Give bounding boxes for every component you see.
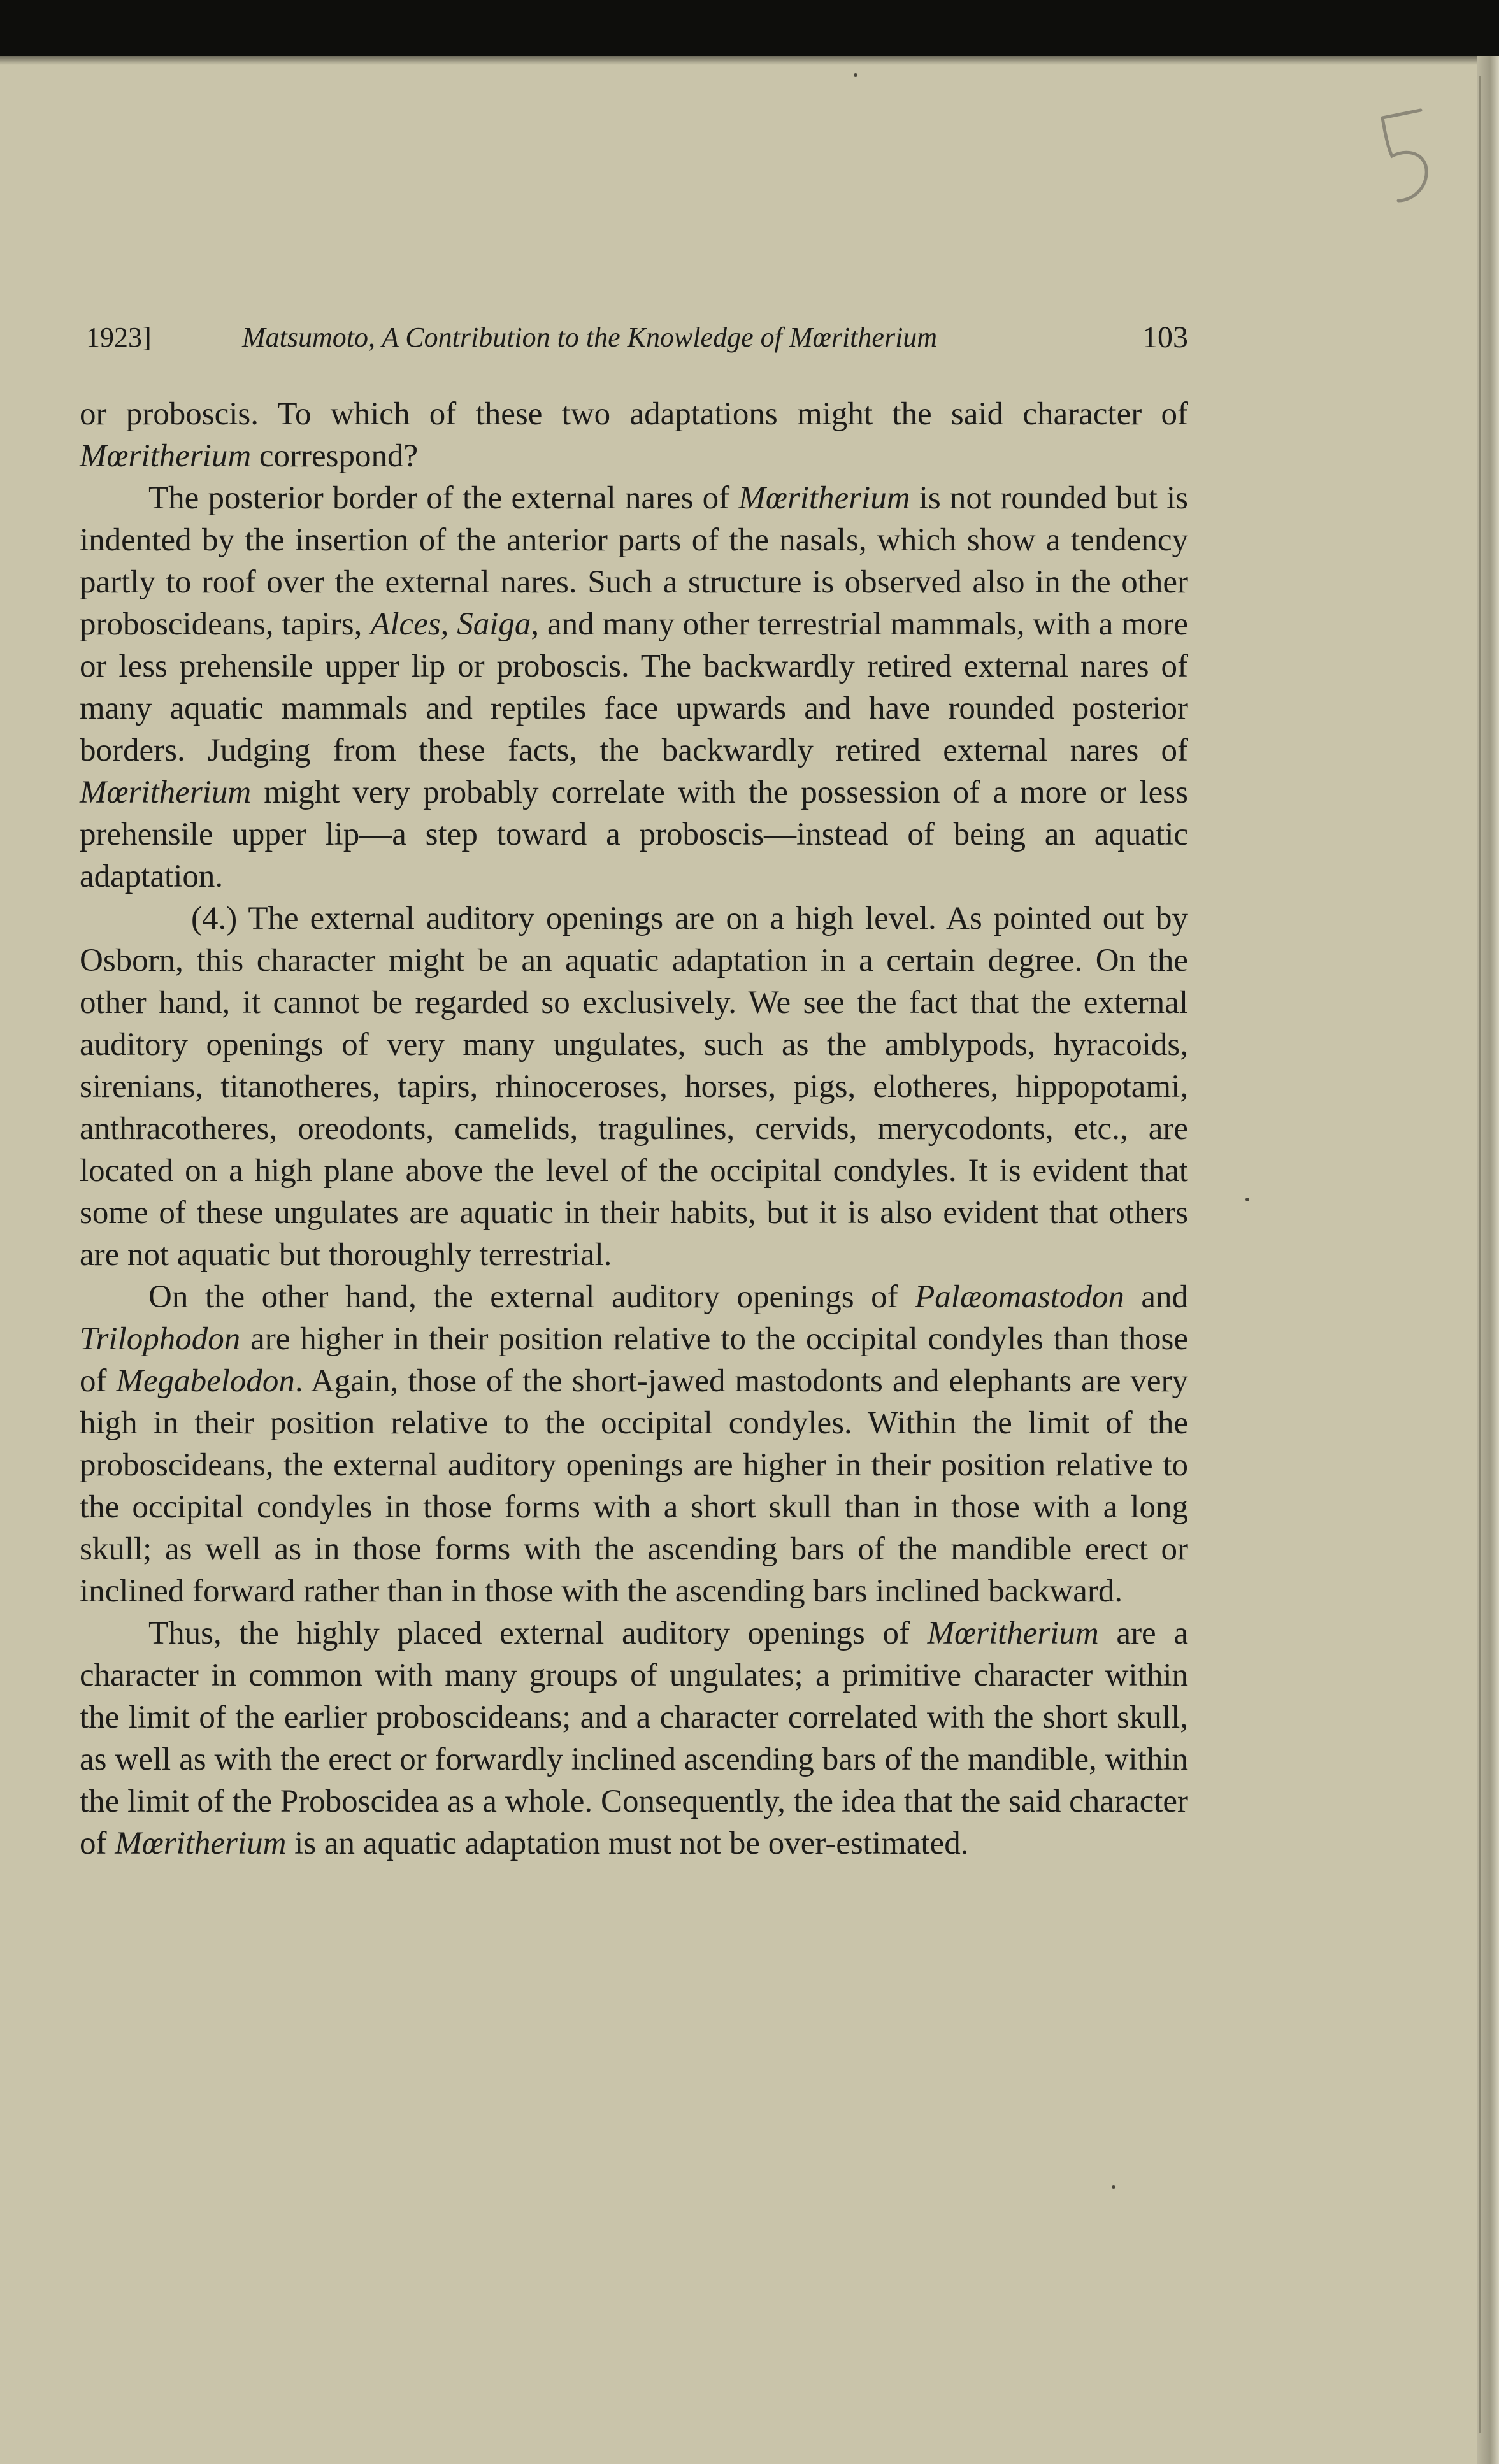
text-run: is an aquatic adaptation must not be over-estimated. — [286, 1826, 969, 1861]
paragraph-4 — [80, 1276, 1188, 1612]
text-run: . Again, those of the short-jawed mastodonts and elephants are very high in their position relative to the occipital condyles. Within the limit of the proboscideans, the external auditory openings are higher in their position relative to the occipital condyles in those forms with a short skull than in those with a long skull; as well as in those forms with the ascending bars of the mandible erect or inclined forward rather than in those with the ascending bars inclined backward. — [80, 1363, 1189, 1609]
text-run: are higher in their position relative to the occipital condyles than those of — [80, 1321, 1188, 1399]
genus-name: Mœritherium — [80, 775, 252, 810]
text-run: and — [1124, 1279, 1188, 1315]
running-head — [80, 315, 1188, 360]
paragraph-2 — [80, 477, 1188, 898]
paper-speck — [1245, 1198, 1249, 1201]
paper-speck — [1112, 2185, 1115, 2189]
page-content — [80, 315, 1188, 1865]
paragraph-3: (4.) The external auditory openings are on a high level. As pointed out by Osborn, this character might be an aquatic adaptation in a certain degree. On the other hand, it cannot be regarded so exclusively. We see the fact that the external auditory openings of very many ungulates, such as the amblypods, hyracoids, sirenians, titanotheres, tapirs, rhinoceroses, horses, pigs, elotheres, hippopotami, anthracotheres, oreodonts, camelids, tragulines, cervids, merycodonts, etc., are located on a high plane above the level of the occipital condyles. It is evident that some of these ungulates are aquatic in their habits, but it is also evident that others are not aquatic but thoroughly terrestrial. — [80, 901, 1188, 1273]
text-run: Thus, the highly placed external auditory openings of — [148, 1615, 928, 1651]
text-run: correspond? — [251, 438, 419, 474]
running-head-year: 1923] — [86, 322, 152, 353]
paragraph-5 — [80, 1612, 1188, 1865]
body-text — [80, 393, 1188, 1865]
genus-name: Trilophodon — [80, 1321, 241, 1357]
running-head-title: Matsumoto, A Contribution to the Knowledge of Mœritherium — [242, 322, 938, 353]
text-run: or proboscis. To which of these two adaptations might the said character of — [80, 396, 1188, 432]
genus-name: Mœritherium — [115, 1826, 287, 1861]
text-run: , — [440, 606, 457, 642]
text-run: are a character in common with many groups of ungulates; a primitive character within the limit of the earlier proboscideans; and a character correlated with the short skull, as well as with the erect or forwardly inclined ascending bars of the mandible, within the limit of the Proboscidea as a whole. Consequently, the idea that the said character of — [80, 1615, 1188, 1861]
page-fold-line — [1479, 76, 1481, 2433]
paragraph-1 — [80, 393, 1188, 477]
scan-top-edge — [0, 0, 1499, 56]
genus-name: Megabelodon — [116, 1363, 295, 1399]
genus-name: Mœritherium — [80, 438, 252, 474]
paper-speck — [854, 73, 857, 77]
page-number: 103 — [1142, 320, 1188, 354]
text-run: The posterior border of the external nares of — [148, 480, 739, 516]
genus-name: Mœritherium — [738, 480, 910, 516]
text-run: might very probably correlate with the possession of a more or less prehensile upper lip—a step toward a proboscis—instead of being an aquatic adaptation. — [80, 775, 1188, 894]
genus-name: Mœritherium — [927, 1615, 1099, 1651]
pencil-annotation — [1370, 105, 1440, 213]
genus-name: Alces — [370, 606, 441, 642]
text-run: On the other hand, the external auditory openings of — [148, 1279, 915, 1315]
genus-name: Palæomastodon — [915, 1279, 1124, 1315]
text-run: is not rounded but is indented by the insertion of the anterior parts of the nasals, which show a tendency partly to roof over the external nares. Such a structure is observed also in the other proboscideans, tapirs, — [80, 480, 1188, 642]
genus-name: Saiga — [457, 606, 531, 642]
scan-top-shadow — [0, 56, 1499, 65]
text-run: , and many other terrestrial mammals, with a more or less prehensile upper lip or proboscis. The backwardly retired external nares of many aquatic mammals and reptiles face upwards and have rounded posterior borders. Judging from these facts, the backwardly retired external nares of — [80, 606, 1189, 768]
